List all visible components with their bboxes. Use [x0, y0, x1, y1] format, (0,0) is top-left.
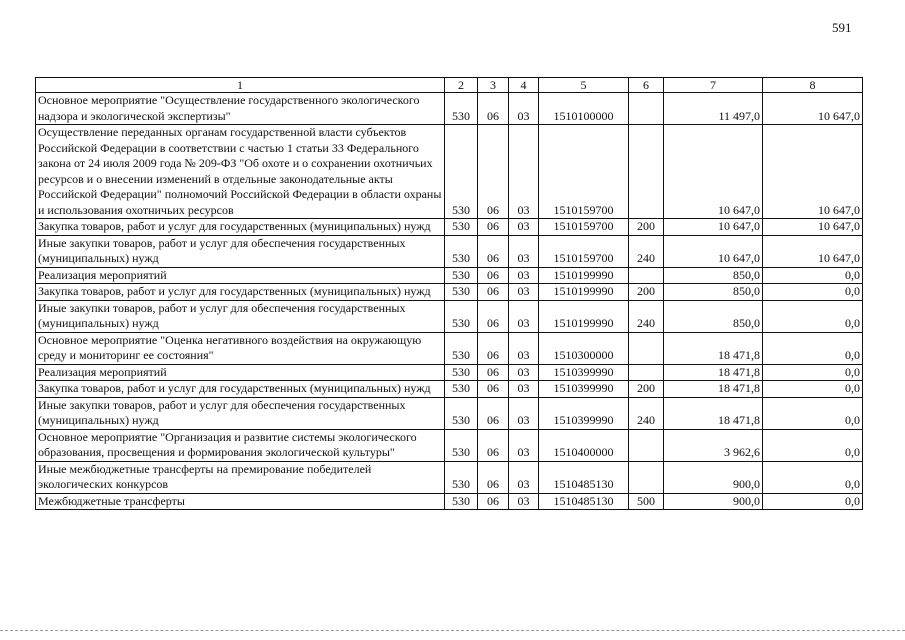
row-name-cell: Реализация мероприятий: [36, 364, 445, 381]
cell-col4: 03: [509, 284, 539, 301]
cell-col4: 03: [509, 125, 539, 219]
cell-col4: 03: [509, 300, 539, 332]
row-name-cell: Межбюджетные трансферты: [36, 493, 445, 510]
cell-col3: 06: [478, 332, 509, 364]
cell-col8: 10 647,0: [763, 93, 863, 125]
table-row: [36, 397, 863, 429]
cell-col5: 1510300000: [539, 332, 629, 364]
header-cell: 6: [629, 78, 664, 93]
header-cell: 5: [539, 78, 629, 93]
table-row: [36, 493, 863, 510]
table-row: [36, 364, 863, 381]
cell-col7: 850,0: [664, 284, 763, 301]
cell-col2: 530: [445, 364, 478, 381]
cell-col6: [629, 429, 664, 461]
cell-col8: 0,0: [763, 332, 863, 364]
cell-col2: 530: [445, 125, 478, 219]
cell-col6: [629, 461, 664, 493]
cell-col5: 1510400000: [539, 429, 629, 461]
cell-col6: 240: [629, 300, 664, 332]
cell-col8: 0,0: [763, 381, 863, 398]
table-row: [36, 461, 863, 493]
cell-col8: 0,0: [763, 461, 863, 493]
cell-col3: 06: [478, 381, 509, 398]
cell-col6: 200: [629, 381, 664, 398]
header-cell: 1: [36, 78, 445, 93]
cell-col7: 10 647,0: [664, 125, 763, 219]
cell-col2: 530: [445, 429, 478, 461]
cell-col4: 03: [509, 364, 539, 381]
cell-col6: [629, 364, 664, 381]
row-name-cell: Основное мероприятие "Осуществление государственного экологического надзора и экологической экспертизы": [36, 93, 445, 125]
cell-col7: 11 497,0: [664, 93, 763, 125]
table-row: [36, 267, 863, 284]
table-row: [36, 381, 863, 398]
cell-col7: 10 647,0: [664, 235, 763, 267]
budget-table: [35, 77, 863, 510]
cell-col6: 240: [629, 397, 664, 429]
cell-col3: 06: [478, 235, 509, 267]
row-name-cell: Закупка товаров, работ и услуг для государственных (муниципальных) нужд: [36, 219, 445, 236]
table-row: [36, 235, 863, 267]
cell-col6: [629, 332, 664, 364]
cell-col5: 1510399990: [539, 397, 629, 429]
cell-col5: 1510485130: [539, 461, 629, 493]
cell-col8: 0,0: [763, 364, 863, 381]
cell-col6: 200: [629, 284, 664, 301]
header-row: [36, 78, 863, 93]
cell-col8: 10 647,0: [763, 219, 863, 236]
cell-col5: 1510159700: [539, 235, 629, 267]
cell-col2: 530: [445, 493, 478, 510]
cell-col5: 1510199990: [539, 267, 629, 284]
row-name-cell: Основное мероприятие "Оценка негативного воздействия на окружающую среду и мониторинг ее состояния": [36, 332, 445, 364]
cell-col8: 0,0: [763, 397, 863, 429]
cell-col4: 03: [509, 461, 539, 493]
cell-col3: 06: [478, 397, 509, 429]
table-row: [36, 300, 863, 332]
cell-col7: 18 471,8: [664, 332, 763, 364]
cell-col6: [629, 267, 664, 284]
cell-col7: 3 962,6: [664, 429, 763, 461]
cell-col5: 1510159700: [539, 219, 629, 236]
cell-col7: 900,0: [664, 461, 763, 493]
header-cell: 3: [478, 78, 509, 93]
cell-col4: 03: [509, 381, 539, 398]
cell-col3: 06: [478, 125, 509, 219]
row-name-cell: Закупка товаров, работ и услуг для государственных (муниципальных) нужд: [36, 284, 445, 301]
cell-col3: 06: [478, 219, 509, 236]
header-cell: 7: [664, 78, 763, 93]
cell-col2: 530: [445, 461, 478, 493]
row-name-cell: Реализация мероприятий: [36, 267, 445, 284]
cell-col3: 06: [478, 493, 509, 510]
cell-col8: 0,0: [763, 267, 863, 284]
cell-col2: 530: [445, 300, 478, 332]
row-name-cell: Иные закупки товаров, работ и услуг для обеспечения государственных (муниципальных) нужд: [36, 300, 445, 332]
cell-col7: 18 471,8: [664, 397, 763, 429]
cell-col3: 06: [478, 93, 509, 125]
cell-col2: 530: [445, 381, 478, 398]
cell-col7: 18 471,8: [664, 364, 763, 381]
cell-col2: 530: [445, 332, 478, 364]
cell-col4: 03: [509, 397, 539, 429]
cell-col5: 1510199990: [539, 284, 629, 301]
cell-col7: 18 471,8: [664, 381, 763, 398]
cell-col3: 06: [478, 284, 509, 301]
row-name-cell: Осуществление переданных органам государственной власти субъектов Российской Федерации в соответствии с частью 1 статьи 33 Федерального закона от 24 июля 2009 года № 209-ФЗ "Об охоте и о сохранении охотничьих ресурсов и о внесении изменений в отдельные законодательные акты Российской Федерации" полномочий Российской Федерации в области охраны и использования охотничьих ресурсов: [36, 125, 445, 219]
cell-col4: 03: [509, 332, 539, 364]
cell-col2: 530: [445, 235, 478, 267]
row-name-cell: Иные закупки товаров, работ и услуг для обеспечения государственных (муниципальных) нужд: [36, 235, 445, 267]
row-name-cell: Закупка товаров, работ и услуг для государственных (муниципальных) нужд: [36, 381, 445, 398]
cell-col8: 0,0: [763, 429, 863, 461]
cell-col5: 1510485130: [539, 493, 629, 510]
table-row: [36, 332, 863, 364]
cell-col3: 06: [478, 461, 509, 493]
cell-col7: 850,0: [664, 300, 763, 332]
cell-col4: 03: [509, 93, 539, 125]
cell-col3: 06: [478, 429, 509, 461]
cell-col8: 0,0: [763, 284, 863, 301]
table-row: [36, 219, 863, 236]
cell-col5: 1510159700: [539, 125, 629, 219]
cell-col3: 06: [478, 300, 509, 332]
cell-col7: 900,0: [664, 493, 763, 510]
cell-col2: 530: [445, 93, 478, 125]
row-name-cell: Основное мероприятие "Организация и развитие системы экологического образования, просвещения и формирования экологической культуры": [36, 429, 445, 461]
cell-col8: 0,0: [763, 300, 863, 332]
table-row: [36, 125, 863, 219]
cell-col6: 500: [629, 493, 664, 510]
cell-col4: 03: [509, 235, 539, 267]
cell-col2: 530: [445, 397, 478, 429]
cell-col5: 1510399990: [539, 364, 629, 381]
cell-col2: 530: [445, 267, 478, 284]
cell-col6: 240: [629, 235, 664, 267]
cell-col4: 03: [509, 219, 539, 236]
cell-col2: 530: [445, 219, 478, 236]
table-row: [36, 429, 863, 461]
table-row: [36, 93, 863, 125]
cell-col4: 03: [509, 429, 539, 461]
cell-col6: 200: [629, 219, 664, 236]
cell-col7: 850,0: [664, 267, 763, 284]
cell-col8: 0,0: [763, 493, 863, 510]
header-cell: 4: [509, 78, 539, 93]
header-cell: 8: [763, 78, 863, 93]
row-name-cell: Иные закупки товаров, работ и услуг для обеспечения государственных (муниципальных) нужд: [36, 397, 445, 429]
scan-edge-divider: [0, 630, 905, 631]
table-row: [36, 284, 863, 301]
cell-col3: 06: [478, 364, 509, 381]
cell-col8: 10 647,0: [763, 235, 863, 267]
cell-col8: 10 647,0: [763, 125, 863, 219]
row-name-cell: Иные межбюджетные трансферты на премирование победителей экологических конкурсов: [36, 461, 445, 493]
cell-col4: 03: [509, 267, 539, 284]
cell-col5: 1510100000: [539, 93, 629, 125]
cell-col2: 530: [445, 284, 478, 301]
cell-col4: 03: [509, 493, 539, 510]
cell-col7: 10 647,0: [664, 219, 763, 236]
cell-col5: 1510199990: [539, 300, 629, 332]
header-cell: 2: [445, 78, 478, 93]
cell-col3: 06: [478, 267, 509, 284]
cell-col6: [629, 93, 664, 125]
cell-col6: [629, 125, 664, 219]
cell-col5: 1510399990: [539, 381, 629, 398]
page-number: 591: [832, 20, 852, 35]
